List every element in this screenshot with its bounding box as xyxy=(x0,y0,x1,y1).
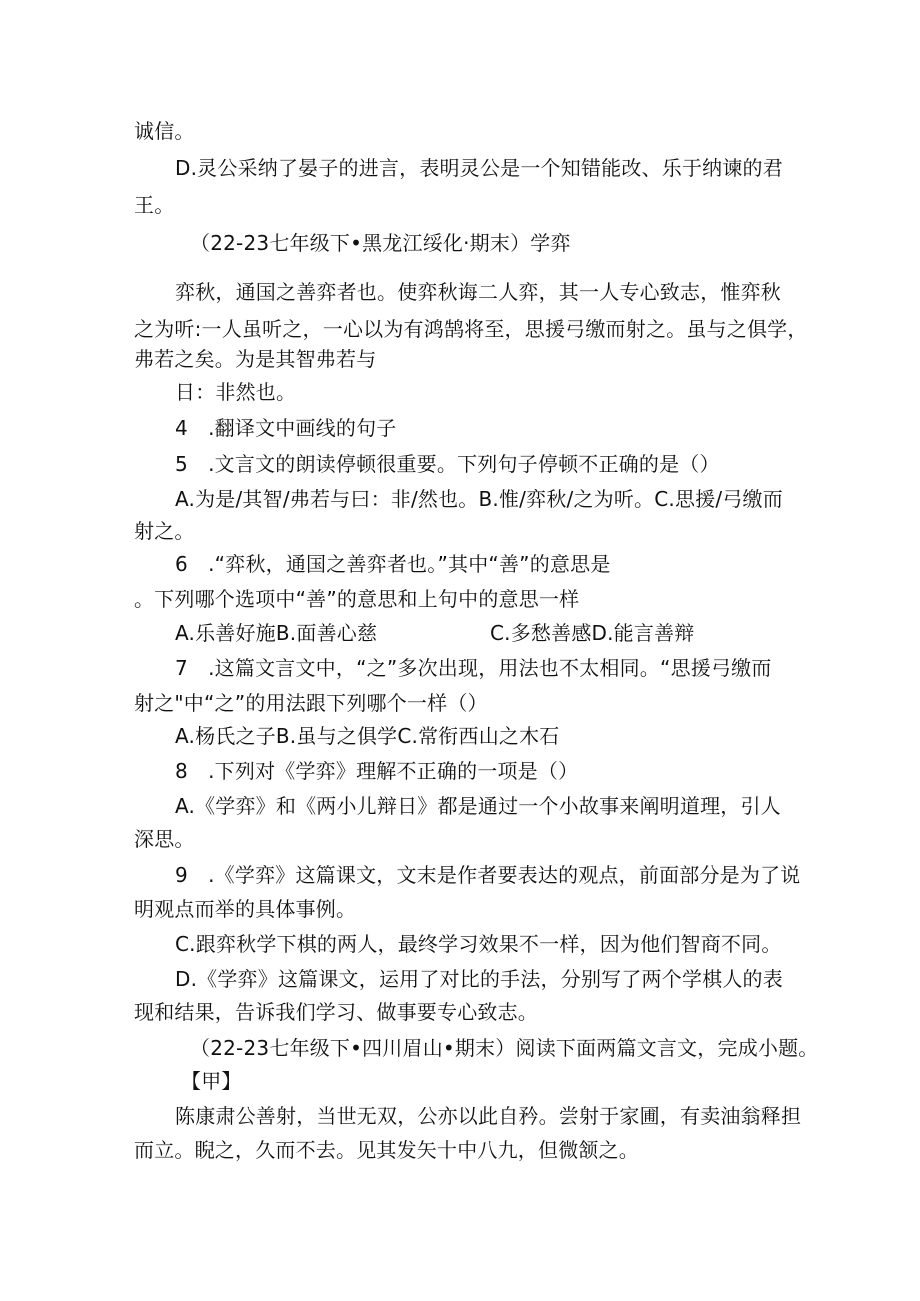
question-5: 5 .文言文的朗读停顿很重要。下列句子停顿不正确的是（） xyxy=(175,452,720,476)
text-line: 弗若之矣。为是其智弗若与 xyxy=(134,347,377,371)
question-9: 9 .《学弈》这篇课文，文末是作者要表达的观点，前面部分是为了说 xyxy=(175,863,801,887)
question-4: 4 .翻译文中画线的句子 xyxy=(175,416,397,440)
text-line: 现和结果，告诉我们学习、做事要专心致志。 xyxy=(134,1000,538,1024)
text-line: 王。 xyxy=(134,193,175,217)
text-line: 之为听:一人虽听之，一心以为有鸿鹄将至，思援弓缴而射之。虽与之俱学， xyxy=(134,317,808,341)
text-line: 日：非然也。 xyxy=(175,380,297,404)
question-8: 8 .下列对《学弈》理解不正确的一项是（） xyxy=(175,759,579,783)
option-line: A.乐善好施B.面善心慈 xyxy=(175,621,378,645)
text-line: 而立。睨之，久而不去。见其发矢十中八九，但微颔之。 xyxy=(134,1138,639,1162)
text-line: C.跟弈秋学下棋的两人，最终学习效果不一样，因为他们智商不同。 xyxy=(175,932,782,956)
text-line: 明观点而举的具体事例。 xyxy=(134,897,357,921)
text-line: D.《学弈》这篇课文，运用了对比的手法，分别写了两个学棋人的表 xyxy=(175,967,783,991)
text-line: 深思。 xyxy=(134,827,195,851)
text-line: 射之"中“之”的用法跟下列哪个一样（） xyxy=(134,691,488,715)
text-line: A.《学弈》和《两小儿辩日》都是通过一个小故事来阐明道理，引人 xyxy=(175,794,781,818)
text-line: 诚信。 xyxy=(134,119,195,143)
passage-label: 【甲】 xyxy=(181,1069,242,1093)
text-line: 陈康肃公善射，当世无双，公亦以此自矜。尝射于家圃，有卖油翁释担 xyxy=(175,1104,802,1128)
section-heading: （22-23七年级下•黑龙江绥化·期末）学弈 xyxy=(190,231,571,255)
text-line: 射之。 xyxy=(134,519,195,543)
question-6: 6 .“弈秋，通国之善弈者也。”其中“善”的意思是 xyxy=(175,552,611,576)
question-7: 7 .这篇文言文中，“之”多次出现，用法也不太相同。“思援弓缴而 xyxy=(175,656,772,680)
option-line: C.多愁善感D.能言善辩 xyxy=(490,621,695,645)
section-heading: （22-23七年级下•四川眉山•期末）阅读下面两篇文言文，完成小题。 xyxy=(190,1036,819,1060)
text-line: D.灵公采纳了晏子的进言，表明灵公是一个知错能改、乐于纳谏的君 xyxy=(175,156,783,180)
text-line: A.为是/其智/弗若与曰：非/然也。B.惟/弈秋/之为听。C.思援/弓缴而 xyxy=(175,487,783,511)
option-line: A.杨氏之子B.虽与之俱学C.常衔西山之木石 xyxy=(175,724,560,748)
text-line: 弈秋，通国之善弈者也。使弈秋诲二人弈，其一人专心致志，惟弈秋 xyxy=(175,280,781,304)
text-line: 。下列哪个选项中“善”的意思和上句中的意思一样 xyxy=(134,587,580,611)
